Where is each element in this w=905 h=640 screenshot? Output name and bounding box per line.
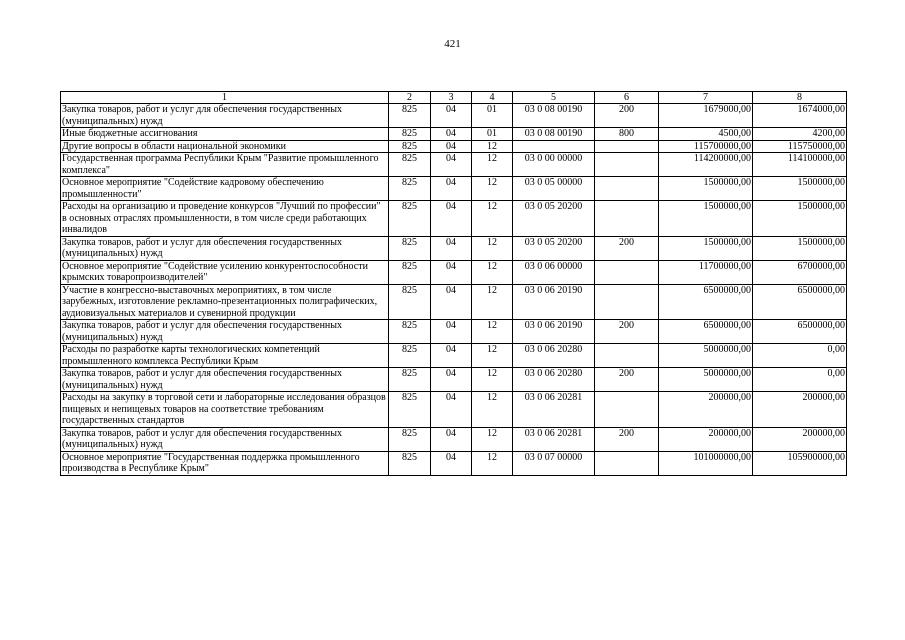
row-amount-cell: 1500000,00 <box>753 201 847 237</box>
row-section-cell: 04 <box>431 177 472 201</box>
row-name-cell: Закупка товаров, работ и услуг для обеспечения государственных (муниципальных) нужд <box>61 368 389 392</box>
row-expense-type-cell <box>595 260 659 284</box>
row-amount-cell: 1500000,00 <box>753 177 847 201</box>
row-section-cell: 04 <box>431 153 472 177</box>
row-name-cell: Государственная программа Республики Крым "Развитие промышленного комплекса" <box>61 153 389 177</box>
row-code-cell: 825 <box>389 177 431 201</box>
row-amount-cell: 101000000,00 <box>659 451 753 475</box>
row-expense-type-cell: 800 <box>595 128 659 141</box>
column-header: 7 <box>659 92 753 104</box>
row-expense-type-cell: 200 <box>595 427 659 451</box>
row-subsection-cell: 12 <box>472 153 513 177</box>
table-row <box>61 427 847 451</box>
row-name-cell: Закупка товаров, работ и услуг для обеспечения государственных (муниципальных) нужд <box>61 320 389 344</box>
row-subsection-cell: 12 <box>472 427 513 451</box>
row-name-cell: Закупка товаров, работ и услуг для обеспечения государственных (муниципальных) нужд <box>61 427 389 451</box>
row-amount-cell: 6700000,00 <box>753 260 847 284</box>
row-code-cell: 825 <box>389 260 431 284</box>
row-target-article-cell: 03 0 08 00190 <box>513 104 595 128</box>
row-target-article-cell: 03 0 06 20281 <box>513 392 595 428</box>
row-section-cell: 04 <box>431 284 472 320</box>
row-subsection-cell: 12 <box>472 392 513 428</box>
table-row <box>61 368 847 392</box>
table-row <box>61 128 847 141</box>
row-target-article-cell: 03 0 06 20280 <box>513 368 595 392</box>
row-target-article-cell: 03 0 00 00000 <box>513 153 595 177</box>
row-section-cell: 04 <box>431 344 472 368</box>
column-header: 1 <box>61 92 389 104</box>
row-amount-cell: 115700000,00 <box>659 140 753 153</box>
row-subsection-cell: 12 <box>472 140 513 153</box>
row-amount-cell: 0,00 <box>753 368 847 392</box>
table-row <box>61 201 847 237</box>
row-amount-cell: 200000,00 <box>753 392 847 428</box>
row-amount-cell: 114100000,00 <box>753 153 847 177</box>
row-subsection-cell: 12 <box>472 260 513 284</box>
row-subsection-cell: 12 <box>472 344 513 368</box>
row-expense-type-cell <box>595 284 659 320</box>
table-row <box>61 392 847 428</box>
row-section-cell: 04 <box>431 427 472 451</box>
row-expense-type-cell <box>595 451 659 475</box>
row-target-article-cell: 03 0 06 00000 <box>513 260 595 284</box>
row-section-cell: 04 <box>431 260 472 284</box>
page-number: 421 <box>444 38 461 50</box>
row-expense-type-cell <box>595 177 659 201</box>
table-row <box>61 153 847 177</box>
row-amount-cell: 6500000,00 <box>659 320 753 344</box>
column-header: 3 <box>431 92 472 104</box>
row-code-cell: 825 <box>389 451 431 475</box>
row-code-cell: 825 <box>389 201 431 237</box>
column-header: 2 <box>389 92 431 104</box>
row-name-cell: Расходы на организацию и проведение конкурсов "Лучший по профессии" в основных отраслях промышленности, в том числе среди работающих инвалидов <box>61 201 389 237</box>
table-row <box>61 344 847 368</box>
row-name-cell: Участие в конгрессно-выставочных мероприятиях, в том числе зарубежных, изготовление рекламно-презентационных полиграфических, аудиовизуальных материалов и сувенирной продукции <box>61 284 389 320</box>
row-target-article-cell: 03 0 05 20200 <box>513 236 595 260</box>
row-amount-cell: 5000000,00 <box>659 344 753 368</box>
row-amount-cell: 4500,00 <box>659 128 753 141</box>
row-section-cell: 04 <box>431 451 472 475</box>
row-target-article-cell: 03 0 06 20190 <box>513 320 595 344</box>
row-expense-type-cell <box>595 140 659 153</box>
row-name-cell: Закупка товаров, работ и услуг для обеспечения государственных (муниципальных) нужд <box>61 236 389 260</box>
row-target-article-cell: 03 0 06 20280 <box>513 344 595 368</box>
row-expense-type-cell: 200 <box>595 236 659 260</box>
table-row <box>61 320 847 344</box>
row-target-article-cell: 03 0 05 20200 <box>513 201 595 237</box>
row-amount-cell: 0,00 <box>753 344 847 368</box>
row-section-cell: 04 <box>431 368 472 392</box>
row-name-cell: Другие вопросы в области национальной экономики <box>61 140 389 153</box>
column-header: 4 <box>472 92 513 104</box>
row-section-cell: 04 <box>431 128 472 141</box>
row-section-cell: 04 <box>431 320 472 344</box>
row-target-article-cell <box>513 140 595 153</box>
row-section-cell: 04 <box>431 236 472 260</box>
row-code-cell: 825 <box>389 344 431 368</box>
row-expense-type-cell: 200 <box>595 104 659 128</box>
row-expense-type-cell <box>595 344 659 368</box>
row-expense-type-cell <box>595 153 659 177</box>
row-amount-cell: 200000,00 <box>659 427 753 451</box>
row-subsection-cell: 12 <box>472 236 513 260</box>
table-row <box>61 451 847 475</box>
row-code-cell: 825 <box>389 140 431 153</box>
row-expense-type-cell <box>595 201 659 237</box>
row-section-cell: 04 <box>431 140 472 153</box>
row-name-cell: Расходы на закупку в торговой сети и лабораторные исследования образцов пищевых и непищевых товаров на соответствие требованиям государственных стандартов <box>61 392 389 428</box>
row-amount-cell: 4200,00 <box>753 128 847 141</box>
table-row <box>61 104 847 128</box>
row-name-cell: Иные бюджетные ассигнования <box>61 128 389 141</box>
table-row <box>61 284 847 320</box>
row-code-cell: 825 <box>389 284 431 320</box>
budget-table <box>60 91 847 476</box>
row-amount-cell: 1500000,00 <box>659 236 753 260</box>
row-amount-cell: 1500000,00 <box>659 177 753 201</box>
row-expense-type-cell: 200 <box>595 320 659 344</box>
row-subsection-cell: 01 <box>472 128 513 141</box>
row-expense-type-cell: 200 <box>595 368 659 392</box>
row-subsection-cell: 01 <box>472 104 513 128</box>
row-subsection-cell: 12 <box>472 320 513 344</box>
column-header: 8 <box>753 92 847 104</box>
row-amount-cell: 200000,00 <box>659 392 753 428</box>
row-target-article-cell: 03 0 07 00000 <box>513 451 595 475</box>
row-amount-cell: 105900000,00 <box>753 451 847 475</box>
row-amount-cell: 1679000,00 <box>659 104 753 128</box>
row-code-cell: 825 <box>389 368 431 392</box>
row-amount-cell: 1500000,00 <box>753 236 847 260</box>
row-amount-cell: 6500000,00 <box>753 320 847 344</box>
row-amount-cell: 11700000,00 <box>659 260 753 284</box>
table-row <box>61 177 847 201</box>
row-subsection-cell: 12 <box>472 177 513 201</box>
row-subsection-cell: 12 <box>472 451 513 475</box>
row-code-cell: 825 <box>389 392 431 428</box>
row-code-cell: 825 <box>389 320 431 344</box>
row-name-cell: Закупка товаров, работ и услуг для обеспечения государственных (муниципальных) нужд <box>61 104 389 128</box>
row-target-article-cell: 03 0 05 00000 <box>513 177 595 201</box>
row-code-cell: 825 <box>389 104 431 128</box>
row-amount-cell: 115750000,00 <box>753 140 847 153</box>
row-target-article-cell: 03 0 06 20281 <box>513 427 595 451</box>
row-target-article-cell: 03 0 08 00190 <box>513 128 595 141</box>
row-amount-cell: 6500000,00 <box>753 284 847 320</box>
row-name-cell: Основное мероприятие "Содействие усилению конкурентоспособности крымских товаропроизводителей" <box>61 260 389 284</box>
table-row <box>61 140 847 153</box>
row-name-cell: Основное мероприятие "Государственная поддержка промышленного производства в Республике Крым" <box>61 451 389 475</box>
row-code-cell: 825 <box>389 427 431 451</box>
row-target-article-cell: 03 0 06 20190 <box>513 284 595 320</box>
row-expense-type-cell <box>595 392 659 428</box>
column-header: 5 <box>513 92 595 104</box>
row-amount-cell: 114200000,00 <box>659 153 753 177</box>
row-amount-cell: 5000000,00 <box>659 368 753 392</box>
row-code-cell: 825 <box>389 128 431 141</box>
column-header: 6 <box>595 92 659 104</box>
row-amount-cell: 1500000,00 <box>659 201 753 237</box>
row-amount-cell: 200000,00 <box>753 427 847 451</box>
row-amount-cell: 6500000,00 <box>659 284 753 320</box>
table-row <box>61 236 847 260</box>
row-subsection-cell: 12 <box>472 201 513 237</box>
row-name-cell: Основное мероприятие "Содействие кадровому обеспечению промышленности" <box>61 177 389 201</box>
header-row <box>61 92 847 104</box>
table-row <box>61 260 847 284</box>
row-section-cell: 04 <box>431 104 472 128</box>
row-section-cell: 04 <box>431 201 472 237</box>
row-subsection-cell: 12 <box>472 284 513 320</box>
row-section-cell: 04 <box>431 392 472 428</box>
row-code-cell: 825 <box>389 153 431 177</box>
row-code-cell: 825 <box>389 236 431 260</box>
row-name-cell: Расходы по разработке карты технологических компетенций промышленного комплекса Республики Крым <box>61 344 389 368</box>
row-amount-cell: 1674000,00 <box>753 104 847 128</box>
row-subsection-cell: 12 <box>472 368 513 392</box>
